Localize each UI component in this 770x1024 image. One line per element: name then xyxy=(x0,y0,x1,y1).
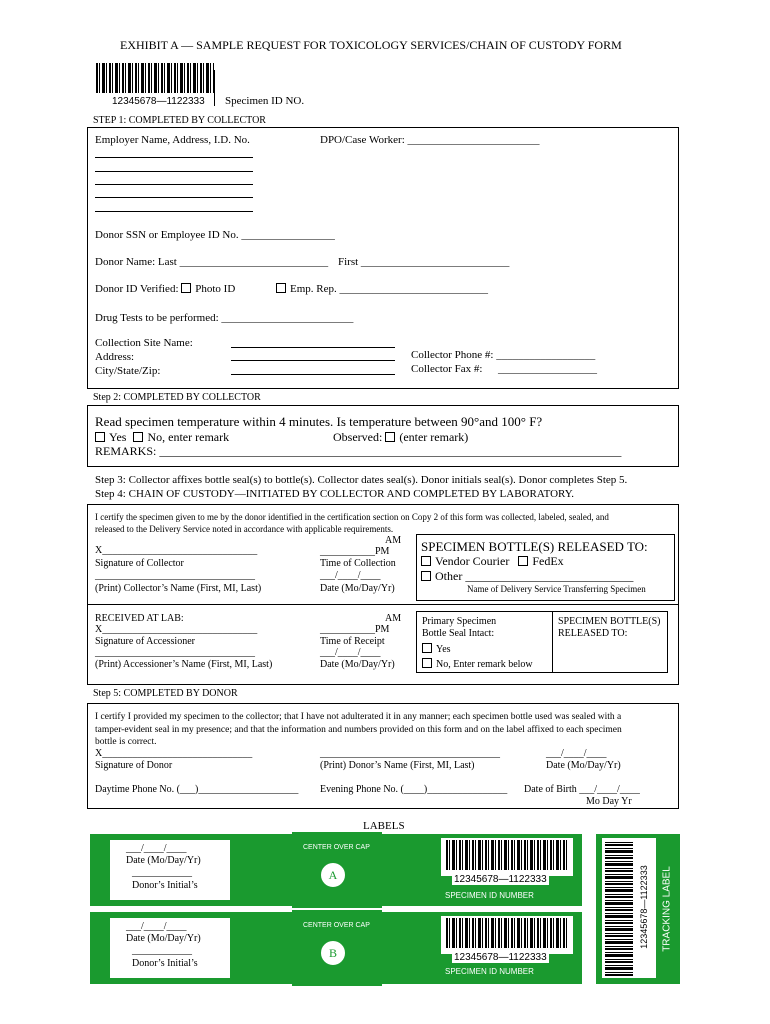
other-checkbox[interactable] xyxy=(421,571,431,581)
labels-title: LABELS xyxy=(363,820,405,832)
emp-rep-option xyxy=(276,283,488,295)
seal-no-label: No, Enter remark below xyxy=(436,659,533,670)
fedex-checkbox[interactable] xyxy=(518,556,528,566)
step2-title: Step 2: COMPLETED BY COLLECTOR xyxy=(93,392,261,403)
employer-line-2[interactable] xyxy=(95,171,253,172)
temp-question: Read specimen temperature within 4 minutes. Is temperature between 90°and 100° F? xyxy=(95,414,543,429)
other-field[interactable]: Other ____________________________ xyxy=(435,569,634,583)
released-title: SPECIMEN BOTTLE(S) RELEASED TO: xyxy=(421,539,648,554)
observed-label: Observed: xyxy=(333,430,383,444)
collector-fax-label: Collector Fax #: xyxy=(411,363,483,375)
receipt-time-field[interactable]: ___________PM xyxy=(320,624,390,635)
form-title: EXHIBIT A — SAMPLE REQUEST FOR TOXICOLOGY SERVICES/CHAIN OF CUSTODY FORM xyxy=(120,38,622,52)
label-b-letter: B xyxy=(320,940,346,966)
collector-certify-line1: I certify the specimen given to me by the donor identified in the certification section on Copy 2 of this form was collected, labeled, sealed, and xyxy=(95,512,609,522)
photo-id-checkbox[interactable] xyxy=(181,283,191,293)
collector-print-label: (Print) Collector’s Name (First, MI, Last) xyxy=(95,583,262,594)
bottle-released-line1: SPECIMEN BOTTLE(S) xyxy=(558,616,661,627)
label-a-date-field[interactable]: ___/____/____ xyxy=(126,843,187,854)
receipt-date-label: Date (Mo/Day/Yr) xyxy=(320,659,395,670)
temp-answers xyxy=(95,430,229,445)
emp-rep-field[interactable]: Emp. Rep. ___________________________ xyxy=(290,283,488,295)
barcode-divider xyxy=(214,70,215,106)
collector-certify-line2: released to the Delivery Service noted in accordance with applicable requirements. xyxy=(95,524,394,534)
donor-certify-line2: tamper-evident seal in my presence; and that the information and numbers provided on this form and on the label affixed to each specimen xyxy=(95,724,622,735)
donor-print-label: (Print) Donor’s Name (First, MI, Last) xyxy=(320,760,475,771)
accessioner-print-label: (Print) Accessioner’s Name (First, MI, Last) xyxy=(95,659,273,670)
collector-fax-field[interactable]: __________________ xyxy=(498,363,597,375)
label-b-center-cap: CENTER OVER CAP xyxy=(303,922,370,929)
donor-certify-line3: bottle is correct. xyxy=(95,737,157,747)
collector-phone-field[interactable]: Collector Phone #: __________________ xyxy=(411,349,596,361)
remarks-field[interactable]: REMARKS: _____________________________________________________________________________ xyxy=(95,444,622,458)
donor-last-name-field[interactable]: Donor Name: Last ___________________________ xyxy=(95,256,329,268)
collector-certify xyxy=(95,511,609,535)
city-state-zip-label: City/State/Zip: xyxy=(95,365,161,377)
donor-id-verified xyxy=(95,283,235,295)
employer-line-4[interactable] xyxy=(95,197,253,198)
other-option xyxy=(421,569,633,584)
collection-site-labels xyxy=(95,336,193,378)
primary-specimen-group xyxy=(422,616,533,671)
label-b-barcode xyxy=(446,918,568,948)
label-a-barcode xyxy=(446,840,568,870)
primary-specimen-label: Primary Specimen xyxy=(422,616,497,627)
donor-date-field[interactable]: ___/____/____ xyxy=(546,748,607,759)
observed-checkbox[interactable] xyxy=(385,432,395,442)
dob-field[interactable]: Date of Birth ___/____/____ xyxy=(524,784,640,795)
fedex-label: FedEx xyxy=(532,554,564,568)
address-label: Address: xyxy=(95,351,135,363)
label-a-specimen-id: SPECIMEN ID NUMBER xyxy=(445,891,534,900)
label-b-barcode-number: 12345678—1122333 xyxy=(454,952,547,963)
label-b-specimen-id: SPECIMEN ID NUMBER xyxy=(445,967,534,976)
bottle-released-group xyxy=(558,616,661,640)
step4-divider xyxy=(87,604,679,605)
step4-text: Step 4: CHAIN OF CUSTODY—INITIATED BY COLLECTOR AND COMPLETED BY LABORATORY. xyxy=(95,488,575,500)
collector-signature-field[interactable]: X_______________________________ xyxy=(95,545,258,556)
tracking-label-text: TRACKING LABEL xyxy=(661,866,673,952)
step3-text: Step 3: Collector affixes bottle seal(s) to bottle(s). Collector dates seal(s). Donor initials seal(s). Donor completes Step 5. xyxy=(95,474,628,486)
collector-print-field[interactable]: ________________________________ xyxy=(95,570,255,581)
courier-options xyxy=(421,554,564,569)
employer-line-5[interactable] xyxy=(95,211,253,212)
collector-signature-label: Signature of Collector xyxy=(95,558,184,569)
temp-no-label: No, enter remark xyxy=(147,430,230,444)
drug-tests-field[interactable]: Drug Tests to be performed: ________________________ xyxy=(95,312,354,324)
seal-box-divider xyxy=(552,611,553,673)
collection-time-label: Time of Collection xyxy=(320,558,396,569)
received-at-lab-label: RECEIVED AT LAB: xyxy=(95,613,184,624)
vendor-courier-checkbox[interactable] xyxy=(421,556,431,566)
temp-yes-checkbox[interactable] xyxy=(95,432,105,442)
donor-first-name-field[interactable]: First ___________________________ xyxy=(338,256,510,268)
bottle-seal-label: Bottle Seal Intact: xyxy=(422,628,495,639)
daytime-phone-field[interactable]: Daytime Phone No. (___)____________________ xyxy=(95,784,299,795)
collection-site-name-label: Collection Site Name: xyxy=(95,337,193,349)
city-line[interactable] xyxy=(231,374,395,375)
specimen-id-label: Specimen ID NO. xyxy=(225,95,305,107)
tracking-number: 12345678—1122333 xyxy=(639,865,649,949)
label-b-initial-field[interactable]: ____________ xyxy=(132,945,192,956)
vendor-courier-label: Vendor Courier xyxy=(435,554,510,568)
specimen-barcode xyxy=(96,63,214,93)
employer-label: Employer Name, Address, I.D. No. xyxy=(95,134,250,146)
donor-certify-line1: I certify I provided my specimen to the collector; that I have not adulterated it in any manner; each specimen bottle used was sealed with a xyxy=(95,712,622,722)
temp-yes-label: Yes xyxy=(109,430,127,444)
address-line[interactable] xyxy=(231,360,395,361)
label-a-initial-field[interactable]: ____________ xyxy=(132,867,192,878)
collection-am: AM xyxy=(385,535,402,546)
receipt-time-label: Time of Receipt xyxy=(320,636,385,647)
accessioner-print-field[interactable]: ________________________________ xyxy=(95,647,255,658)
donor-signature-field[interactable]: X______________________________ xyxy=(95,748,253,759)
bottle-released-line2: RELEASED TO: xyxy=(558,628,628,639)
observed-remark: (enter remark) xyxy=(399,430,469,444)
step5-title: Step 5: COMPLETED BY DONOR xyxy=(93,688,238,699)
barcode-number: 12345678—1122333 xyxy=(112,96,205,107)
label-a-barcode-number: 12345678—1122333 xyxy=(454,874,547,885)
tracking-barcode xyxy=(605,840,633,976)
donor-certify xyxy=(95,711,622,749)
temp-no-checkbox[interactable] xyxy=(133,432,143,442)
collection-site-line[interactable] xyxy=(231,347,395,348)
receipt-am: AM xyxy=(385,613,402,624)
label-a-initials-label: Donor’s Initial’s xyxy=(132,880,198,891)
accessioner-signature-field[interactable]: X_______________________________ xyxy=(95,624,258,635)
seal-yes-label: Yes xyxy=(436,644,451,655)
label-a-letter: A xyxy=(320,862,346,888)
donor-id-verified-label: Donor ID Verified: xyxy=(95,283,179,295)
collection-time-field[interactable]: ___________PM xyxy=(320,546,390,557)
label-a-center-cap: CENTER OVER CAP xyxy=(303,844,370,851)
dob-sub-label: Mo Day Yr xyxy=(586,796,632,807)
seal-no-checkbox[interactable] xyxy=(422,658,432,668)
collection-date-label: Date (Mo/Day/Yr) xyxy=(320,583,395,594)
donor-print-field[interactable]: ____________________________________ xyxy=(320,748,500,759)
delivery-service-label: Name of Delivery Service Transferring Specimen xyxy=(467,584,646,594)
employer-line-1[interactable] xyxy=(95,157,253,158)
receipt-date-field[interactable]: ___/____/____ xyxy=(320,647,381,658)
emp-rep-checkbox[interactable] xyxy=(276,283,286,293)
employer-line-3[interactable] xyxy=(95,184,253,185)
accessioner-signature-label: Signature of Accessioner xyxy=(95,636,195,647)
label-b-date-field[interactable]: ___/____/____ xyxy=(126,921,187,932)
step1-title: STEP 1: COMPLETED BY COLLECTOR xyxy=(93,115,266,126)
label-b-initials-label: Donor’s Initial’s xyxy=(132,958,198,969)
donor-date-label: Date (Mo/Day/Yr) xyxy=(546,760,621,771)
seal-no-option xyxy=(422,658,533,671)
evening-phone-field[interactable]: Evening Phone No. (____)________________ xyxy=(320,784,508,795)
seal-yes-option xyxy=(422,643,533,656)
dpo-field[interactable]: DPO/Case Worker: ________________________ xyxy=(320,134,540,146)
photo-id-label: Photo ID xyxy=(195,283,236,295)
seal-yes-checkbox[interactable] xyxy=(422,643,432,653)
donor-ssn-field[interactable]: Donor SSN or Employee ID No. _________________ xyxy=(95,229,335,241)
label-b-date-label: Date (Mo/Day/Yr) xyxy=(126,933,201,944)
observed-group xyxy=(333,430,468,445)
collection-date-field[interactable]: ___/____/____ xyxy=(320,570,381,581)
donor-signature-label: Signature of Donor xyxy=(95,760,173,771)
label-a-date-label: Date (Mo/Day/Yr) xyxy=(126,855,201,866)
